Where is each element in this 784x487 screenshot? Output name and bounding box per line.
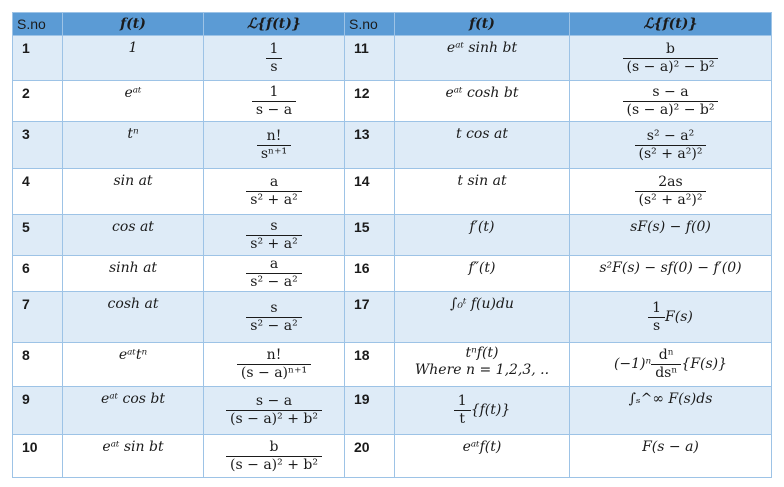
function-2-block [395, 345, 569, 379]
transform-numerator: 1 [269, 83, 279, 100]
transform-2-denominator: s [648, 317, 665, 334]
transform-cell [204, 215, 345, 256]
header-row [13, 13, 772, 36]
transform-numerator: s [270, 299, 278, 316]
transform-denominator: s − a [252, 101, 296, 118]
transform-2-fraction [623, 85, 719, 117]
transform-fraction [237, 348, 311, 380]
transform-cell-2 [570, 215, 772, 256]
function-cell-2 [395, 81, 570, 122]
transform-2-numerator: 2as [658, 174, 683, 191]
table-row [13, 81, 772, 122]
transform-2-denominator: (s² + a²)² [635, 191, 707, 208]
row-number: 3 [13, 122, 63, 169]
row-number: 7 [13, 292, 63, 343]
transform-numerator: n! [266, 347, 282, 364]
function-cell-2 [395, 215, 570, 256]
transform-fraction [226, 394, 322, 426]
function-text: cosh at [107, 296, 159, 312]
row-number: 2 [13, 81, 63, 122]
function-2-text: tⁿf(t) [465, 345, 499, 361]
function-2-block [395, 260, 569, 277]
transform-denominator: s [266, 58, 283, 75]
table-row [13, 292, 772, 343]
function-cell [63, 435, 204, 478]
row-number-2: 20 [345, 435, 395, 478]
transform-2-numerator: s² − a² [646, 127, 695, 144]
function-cell-2 [395, 169, 570, 215]
transform-denominator: s² + a² [246, 191, 301, 208]
function-cell [63, 343, 204, 387]
transform-2-fraction [651, 348, 681, 380]
transform-2-denominator: (s² + a²)² [635, 145, 707, 162]
transform-cell-2 [570, 122, 772, 169]
transform-fraction [246, 257, 301, 289]
row-number-2: 17 [345, 292, 395, 343]
row-number: 8 [13, 343, 63, 387]
function-text: sin at [113, 173, 153, 189]
transform-cell [204, 435, 345, 478]
row-number: 1 [13, 36, 63, 81]
transform-2-suffix: {F(s)} [681, 356, 728, 373]
function-2-text: eᵃᵗ cosh bt [445, 85, 519, 101]
transform-fraction [246, 301, 301, 333]
transform-numerator: 1 [269, 40, 279, 57]
transform-cell [204, 169, 345, 215]
header-sno-2: S.no [345, 13, 395, 36]
transform-denominator: s² − a² [246, 317, 301, 334]
row-number-2: 14 [345, 169, 395, 215]
function-text: tⁿ [127, 126, 139, 142]
transform-cell-2 [570, 387, 772, 435]
function-2-block [395, 439, 569, 456]
row-number: 5 [13, 215, 63, 256]
function-2-text: eᵃᵗ sinh bt [446, 40, 518, 56]
function-2-text: t cos at [456, 126, 508, 142]
header-f: f(t) [63, 13, 204, 36]
function-2-numerator: 1 [457, 393, 467, 410]
function-cell [63, 387, 204, 435]
function-2-fraction [454, 394, 471, 426]
transform-cell-2 [570, 36, 772, 81]
transform-cell-2 [570, 169, 772, 215]
transform-fraction [266, 42, 283, 74]
transform-numerator: n! [266, 127, 282, 144]
transform-denominator: (s − a)ⁿ⁺¹ [237, 364, 311, 381]
row-number: 10 [13, 435, 63, 478]
transform-fraction [257, 129, 291, 161]
table-row [13, 256, 772, 292]
row-number-2: 12 [345, 81, 395, 122]
transform-denominator: (s − a)² + b² [226, 456, 322, 473]
function-cell [63, 292, 204, 343]
transform-fraction [226, 440, 322, 472]
transform-2-fraction [635, 175, 707, 207]
table-row [13, 36, 772, 81]
transform-cell [204, 343, 345, 387]
function-cell-2 [395, 36, 570, 81]
function-text: cos at [112, 219, 154, 235]
function-cell [63, 169, 204, 215]
row-number: 4 [13, 169, 63, 215]
transform-cell [204, 122, 345, 169]
function-2-text: f′(t) [469, 219, 495, 235]
function-2-condition: Where n = 1,2,3, .. [414, 361, 550, 378]
transform-cell-2 [570, 343, 772, 387]
transform-2-numerator: 1 [652, 299, 662, 316]
transform-denominator: (s − a)² + b² [226, 410, 322, 427]
transform-2-text: s²F(s) − sf(0) − f′(0) [599, 260, 742, 276]
transform-fraction [246, 175, 301, 207]
function-cell [63, 122, 204, 169]
function-2-block [395, 219, 569, 236]
transform-cell-2 [570, 81, 772, 122]
function-2-text: eᵃᵗf(t) [462, 439, 502, 455]
transform-cell [204, 387, 345, 435]
transform-denominator: s² − a² [246, 273, 301, 290]
transform-2-text: sF(s) − f(0) [630, 219, 711, 235]
transform-2-prefix: (−1)ⁿ [613, 356, 652, 373]
transform-numerator: a [269, 174, 279, 191]
function-cell-2 [395, 387, 570, 435]
transform-2-numerator: b [666, 40, 675, 57]
transform-cell-2 [570, 435, 772, 478]
function-2-block [395, 126, 569, 143]
function-cell-2 [395, 256, 570, 292]
function-2-block [395, 40, 569, 57]
function-2-text: t sin at [457, 173, 507, 189]
transform-2-numerator: s − a [652, 83, 689, 100]
row-number-2: 18 [345, 343, 395, 387]
transform-cell [204, 81, 345, 122]
function-cell [63, 256, 204, 292]
function-cell-2 [395, 343, 570, 387]
table-row [13, 122, 772, 169]
transform-fraction [246, 219, 301, 251]
function-2-block [395, 85, 569, 102]
transform-2-fraction [648, 301, 665, 333]
function-text: eᵃᵗ cos bt [101, 391, 165, 407]
header-f-2: f(t) [395, 13, 570, 36]
function-2-denominator: t [454, 410, 471, 427]
transform-2-fraction [635, 129, 707, 161]
function-2-suffix: {f(t)} [470, 402, 511, 419]
row-number-2: 11 [345, 36, 395, 81]
row-number-2: 15 [345, 215, 395, 256]
table-row [13, 215, 772, 256]
laplace-transform-table [12, 12, 771, 478]
function-text: 1 [128, 40, 138, 56]
transform-numerator: s − a [255, 393, 293, 410]
transform-2-fraction [623, 42, 719, 74]
function-cell-2 [395, 435, 570, 478]
row-number: 9 [13, 387, 63, 435]
function-2-text: f″(t) [468, 260, 496, 276]
function-text: eᵃᵗ sin bt [102, 439, 164, 455]
transform-2-denominator: (s − a)² − b² [623, 58, 719, 75]
transform-2-suffix: F(s) [665, 309, 693, 325]
row-number-2: 13 [345, 122, 395, 169]
function-cell [63, 81, 204, 122]
transform-cell-2 [570, 292, 772, 343]
transform-2-denominator: dsⁿ [651, 364, 681, 381]
row-number-2: 16 [345, 256, 395, 292]
function-cell-2 [395, 292, 570, 343]
table-row [13, 169, 772, 215]
transform-denominator: sⁿ⁺¹ [257, 145, 291, 162]
function-cell [63, 36, 204, 81]
header-laplace-2: ℒ{f(t)} [570, 13, 772, 36]
transform-2-text: ∫ₛ^∞ F(s)ds [628, 391, 713, 407]
transform-cell [204, 256, 345, 292]
transform-2-denominator: (s − a)² − b² [623, 101, 719, 118]
header-laplace: ℒ{f(t)} [204, 13, 345, 36]
row-number: 6 [13, 256, 63, 292]
table-row [13, 435, 772, 478]
transform-numerator: b [269, 438, 279, 455]
transform-cell [204, 292, 345, 343]
transform-numerator: s [270, 217, 278, 234]
function-cell [63, 215, 204, 256]
function-text: eᵃᵗtⁿ [118, 347, 148, 363]
function-text: eᵃᵗ [124, 85, 142, 101]
function-2-text: ∫₀ᵗ f(u)du [450, 296, 514, 312]
transform-2-text: F(s − a) [642, 439, 699, 455]
function-2-block [395, 296, 569, 313]
transform-fraction [252, 85, 296, 117]
function-text: sinh at [108, 260, 158, 276]
transform-denominator: s² + a² [246, 235, 301, 252]
header-sno: S.no [13, 13, 63, 36]
table-row [13, 343, 772, 387]
transform-2-numerator: dⁿ [658, 347, 674, 364]
function-2-block [395, 173, 569, 190]
transform-cell-2 [570, 256, 772, 292]
row-number-2: 19 [345, 387, 395, 435]
function-cell-2 [395, 122, 570, 169]
transform-numerator: a [269, 256, 279, 273]
transform-cell [204, 36, 345, 81]
table-row [13, 387, 772, 435]
